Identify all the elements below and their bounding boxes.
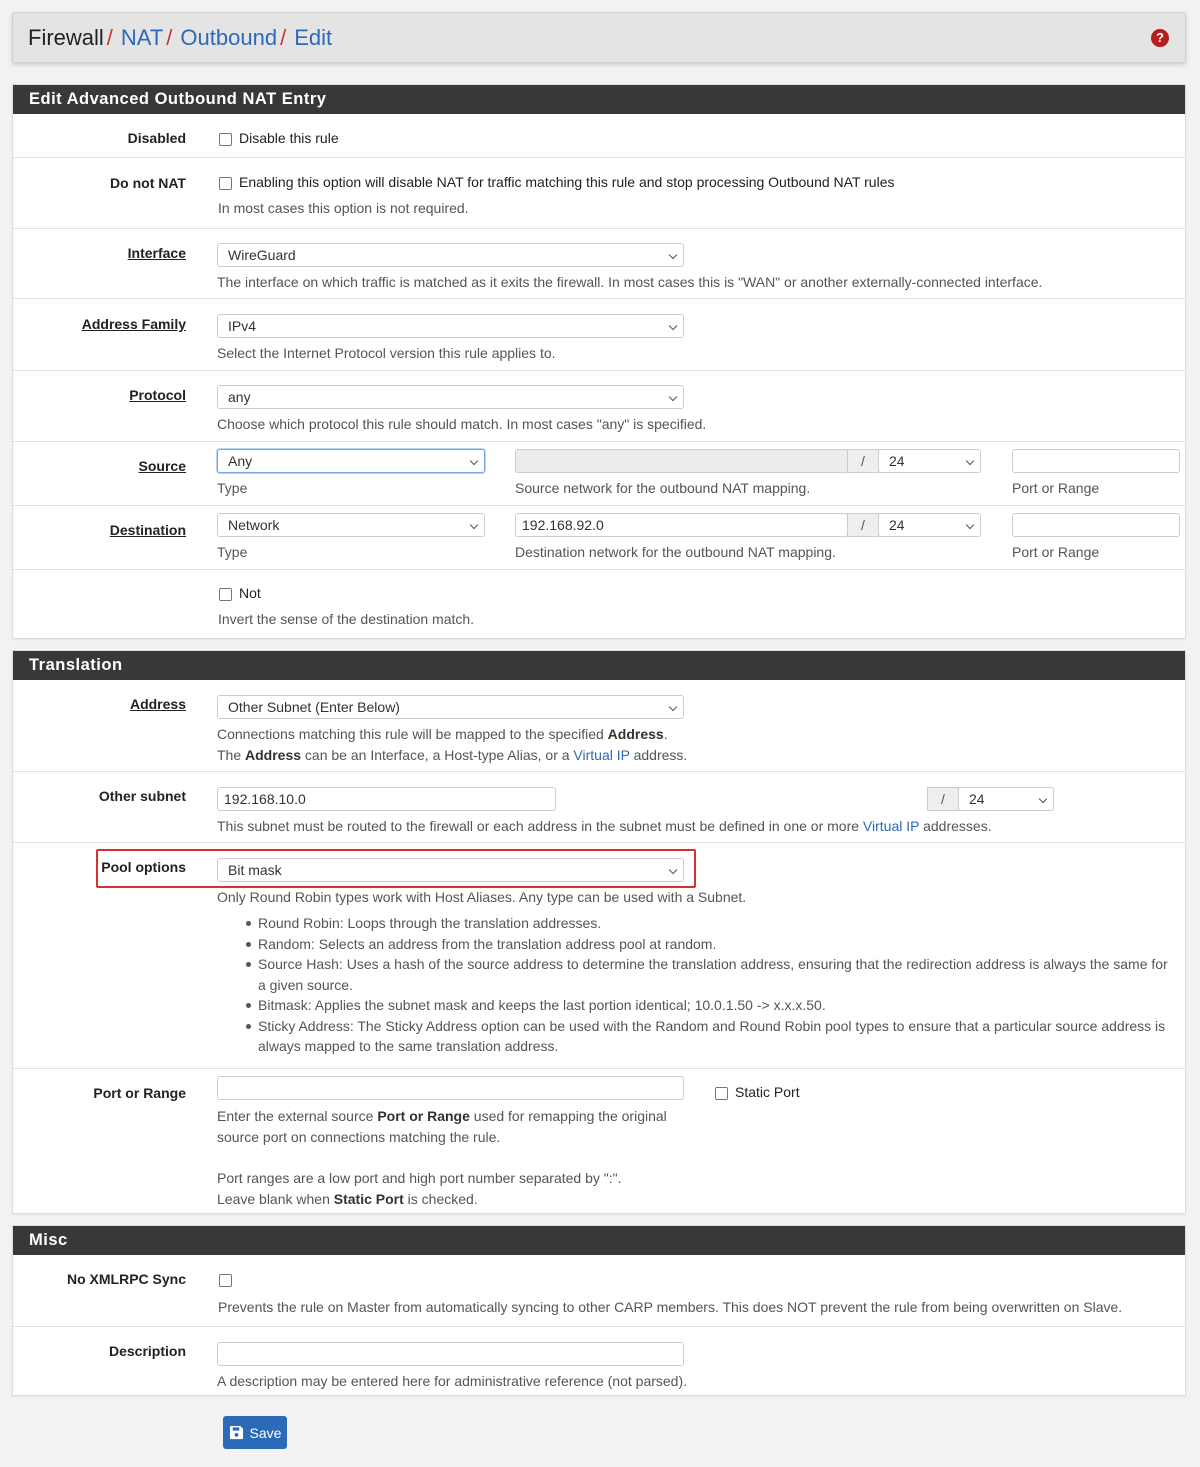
- xmlrpc-help: Prevents the rule on Master from automatically syncing to other CARP members. This does NOT prevent the rule from being overwritten on Slave.: [218, 1299, 1123, 1315]
- port-range-help-3: Port ranges are a low port and high port number separated by ":".: [217, 1170, 622, 1186]
- list-item: Sticky Address: The Sticky Address option can be used with the Random and Round Robin pool types to ensure that a particular source address is always mapped to the same translation address.: [243, 1016, 1178, 1057]
- chevron-down-icon: [470, 457, 478, 465]
- pool-options-help: Only Round Robin types work with Host Aliases. Any type can be used with a Subnet.: [217, 889, 747, 905]
- port-range-help-1: Enter the external source Port or Range used for remapping the original: [217, 1108, 667, 1124]
- breadcrumb: [12, 12, 1186, 63]
- translation-address-help-2: The Address can be an Interface, a Host-type Alias, or a Virtual IP address.: [217, 747, 688, 763]
- other-subnet-mask-separator: /: [927, 787, 959, 811]
- protocol-help: Choose which protocol this rule should match. In most cases "any" is specified.: [217, 416, 707, 432]
- chevron-down-icon: [966, 521, 974, 529]
- protocol-value: any: [228, 389, 251, 405]
- breadcrumb-edit[interactable]: Edit: [294, 24, 333, 50]
- interface-select[interactable]: [217, 243, 684, 267]
- chevron-down-icon: [470, 521, 478, 529]
- address-family-select[interactable]: [217, 314, 684, 338]
- destination-network-help: Destination network for the outbound NAT mapping.: [515, 544, 836, 560]
- chevron-down-icon: [669, 251, 677, 259]
- destination-type-help: Type: [217, 544, 248, 560]
- port-range-label: Port or Range: [93, 1085, 186, 1101]
- translation-address-select[interactable]: [217, 695, 684, 719]
- list-item: Bitmask: Applies the subnet mask and keeps the last portion identical; 10.0.1.50 -> x.x.x.50.: [243, 995, 1178, 1016]
- panel-title: Misc: [13, 1226, 1185, 1255]
- source-type-value: Any: [228, 453, 253, 469]
- destination-port-help: Port or Range: [1012, 544, 1100, 560]
- donotnat-label: Do not NAT: [110, 175, 186, 191]
- row-divider: [13, 298, 1185, 299]
- source-network-input[interactable]: [515, 449, 848, 473]
- row-divider: [13, 771, 1185, 772]
- breadcrumb-outbound[interactable]: Outbound: [180, 24, 278, 50]
- list-item: Source Hash: Uses a hash of the source address to determine the translation address, ensuring that the redirection address is always the same for a given source.: [243, 954, 1178, 995]
- interface-help: The interface on which traffic is matched as it exits the firewall. In most cases this is "WAN" or another externally-connected interface.: [217, 274, 1043, 290]
- breadcrumb-separator: /: [106, 24, 113, 50]
- translation-address-value: Other Subnet (Enter Below): [228, 699, 400, 715]
- disabled-checkbox[interactable]: [219, 133, 232, 146]
- source-port-help: Port or Range: [1012, 480, 1100, 496]
- donotnat-help: In most cases this option is not required.: [218, 200, 469, 216]
- source-label[interactable]: Source: [138, 458, 186, 474]
- row-divider: [13, 370, 1185, 371]
- port-range-input[interactable]: [217, 1076, 684, 1100]
- destination-port-input[interactable]: [1012, 513, 1180, 537]
- save-button-label: Save: [249, 1424, 282, 1441]
- translation-address-label[interactable]: Address: [129, 696, 186, 712]
- address-family-value: IPv4: [228, 318, 257, 334]
- row-divider: [13, 842, 1185, 843]
- description-help: A description may be entered here for administrative reference (not parsed).: [217, 1373, 688, 1389]
- destination-not-text: Not: [239, 585, 261, 601]
- list-item: Random: Selects an address from the translation address pool at random.: [243, 934, 1178, 955]
- disabled-label: Disabled: [127, 130, 186, 146]
- breadcrumb-firewall: Firewall: [28, 24, 104, 50]
- chevron-down-icon: [669, 322, 677, 330]
- interface-label[interactable]: Interface: [127, 245, 186, 261]
- destination-label[interactable]: Destination: [109, 522, 186, 538]
- row-divider: [13, 569, 1185, 570]
- destination-not-help: Invert the sense of the destination match.: [218, 611, 475, 627]
- protocol-select[interactable]: [217, 385, 684, 409]
- donotnat-checkbox-text: Enabling this option will disable NAT for traffic matching this rule and stop processing Outbound NAT rules: [239, 174, 895, 190]
- source-type-help: Type: [217, 480, 248, 496]
- pool-options-value: Bit mask: [228, 862, 282, 878]
- source-mask-separator: /: [847, 449, 879, 473]
- panel-title: Edit Advanced Outbound NAT Entry: [13, 85, 1185, 114]
- port-range-help-2: source port on connections matching the rule.: [217, 1129, 501, 1145]
- chevron-down-icon: [1039, 795, 1047, 803]
- protocol-label[interactable]: Protocol: [129, 387, 186, 403]
- virtual-ip-link[interactable]: Virtual IP: [573, 747, 630, 763]
- xmlrpc-label: No XMLRPC Sync: [66, 1271, 186, 1287]
- list-item: Round Robin: Loops through the translation addresses.: [243, 913, 1178, 934]
- pool-options-label: Pool options: [101, 859, 186, 875]
- breadcrumb-separator: /: [166, 24, 173, 50]
- address-family-help: Select the Internet Protocol version this rule applies to.: [217, 345, 556, 361]
- translation-address-help-1: Connections matching this rule will be mapped to the specified Address.: [217, 726, 668, 742]
- source-mask-value: 24: [889, 453, 905, 469]
- pool-options-highlight: [96, 849, 696, 888]
- save-icon: [229, 1425, 244, 1440]
- other-subnet-label: Other subnet: [98, 788, 186, 804]
- breadcrumb-nat[interactable]: NAT: [120, 24, 164, 50]
- interface-value: WireGuard: [228, 247, 296, 263]
- source-network-help: Source network for the outbound NAT mapping.: [515, 480, 811, 496]
- destination-mask-separator: /: [847, 513, 879, 537]
- row-divider: [13, 505, 1185, 506]
- destination-mask-value: 24: [889, 517, 905, 533]
- donotnat-checkbox[interactable]: [219, 177, 232, 190]
- other-subnet-mask-select[interactable]: [958, 787, 1054, 811]
- misc-panel: [12, 1225, 1186, 1396]
- help-icon[interactable]: ?: [1151, 29, 1169, 47]
- source-port-input[interactable]: [1012, 449, 1180, 473]
- source-type-select[interactable]: [217, 449, 485, 473]
- static-port-checkbox[interactable]: [715, 1087, 728, 1100]
- save-button[interactable]: [223, 1416, 287, 1449]
- panel-title: Translation: [13, 651, 1185, 680]
- disabled-checkbox-text: Disable this rule: [239, 130, 339, 146]
- pool-options-list: [243, 913, 1178, 1057]
- row-divider: [13, 1326, 1185, 1327]
- other-subnet-help: This subnet must be routed to the firewall or each address in the subnet must be defined in one or more Virtual IP addresses.: [217, 818, 992, 834]
- port-range-help-4: Leave blank when Static Port is checked.: [217, 1191, 478, 1207]
- static-port-text: Static Port: [735, 1084, 800, 1100]
- row-divider: [13, 157, 1185, 158]
- other-subnet-mask-value: 24: [969, 791, 985, 807]
- row-divider: [13, 228, 1185, 229]
- breadcrumb-separator: /: [280, 24, 287, 50]
- chevron-down-icon: [669, 703, 677, 711]
- destination-type-value: Network: [228, 517, 280, 533]
- chevron-down-icon: [669, 393, 677, 401]
- translation-panel: [12, 650, 1186, 1214]
- address-family-label[interactable]: Address Family: [81, 316, 186, 332]
- description-input[interactable]: [217, 1342, 684, 1366]
- destination-mask-select[interactable]: [878, 513, 981, 537]
- edit-entry-panel: [12, 84, 1186, 639]
- destination-network-input[interactable]: 192.168.92.0: [515, 513, 848, 537]
- destination-not-checkbox[interactable]: [219, 588, 232, 601]
- row-divider: [13, 441, 1185, 442]
- row-divider: [13, 1068, 1185, 1069]
- xmlrpc-checkbox[interactable]: [219, 1274, 232, 1287]
- chevron-down-icon: [966, 457, 974, 465]
- source-mask-select[interactable]: [878, 449, 981, 473]
- other-subnet-input[interactable]: 192.168.10.0: [217, 787, 556, 811]
- virtual-ip-link[interactable]: Virtual IP: [862, 818, 920, 834]
- destination-type-select[interactable]: [217, 513, 485, 537]
- description-label: Description: [108, 1343, 186, 1359]
